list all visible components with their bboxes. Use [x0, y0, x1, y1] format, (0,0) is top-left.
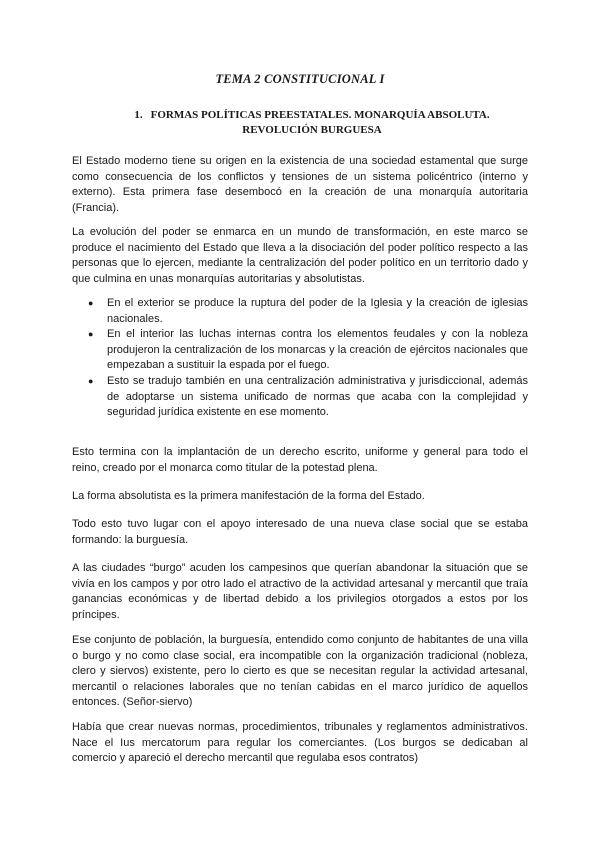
document-title: TEMA 2 CONSTITUCIONAL I — [215, 72, 385, 86]
paragraph-estado-moderno: El Estado moderno tiene su origen en la existencia de una sociedad estamental que surge como consecuencia de los conflictos y tensiones de un sistema policéntrico (interno y externo). Esta primera fase desembocó en la creación de una monarquía autoritaria (Francia). — [72, 155, 528, 214]
section-number: 1. — [134, 109, 143, 121]
list-item — [72, 296, 528, 327]
paragraph-burguesia: Todo esto tuvo lugar con el apoyo interesado de una nueva clase social que se estaba formando: la burguesía. — [72, 518, 528, 546]
bullet-icon: ● — [88, 329, 94, 340]
list-item-text: Esto se tradujo también en una centralización administrativa y jurisdiccional, además de adoptarse un sistema unificado de normas que acaba con la complejidad y seguridad jurídica existente en ese momento. — [107, 374, 528, 419]
section-heading-text: FORMAS POLÍTICAS PREESTATALES. MONARQUÍA ABSOLUTA. REVOLUCIÓN BURGUESA — [150, 109, 490, 136]
bullet-list — [72, 296, 528, 421]
paragraph-derecho-escrito: Esto termina con la implantación de un derecho escrito, uniforme y general para todo el reino, creado por el monarca como titular de la potestad plena. — [72, 446, 528, 474]
list-item — [72, 327, 528, 374]
section-heading — [96, 108, 528, 138]
paragraph-forma-absolutista: La forma absolutista es la primera manifestación de la forma del Estado. — [72, 490, 425, 502]
paragraph-ciudades-burgo: A las ciudades “burgo” acuden los campesinos que querían abandonar la situación que se vivía en los campos y por otro lado el atractivo de la actividad artesanal y mercantil que traía ganancias económicas y de libertad debido a los privilegios otorgados a estos por los príncipes. — [72, 562, 528, 621]
paragraph-nuevas-normas: Había que crear nuevas normas, procedimientos, tribunales y reglamentos administrativos. Nace el Ius mercatorum para regular los comerciantes. (Los burgos se dedicaban al comercio y apareció el derecho mercantil que regulaba esos contratos) — [72, 721, 528, 765]
list-item-text: En el exterior se produce la ruptura del poder de la Iglesia y la creación de iglesias nacionales. — [107, 297, 528, 325]
list-item-text: En el interior las luchas internas contra los elementos feudales y con la nobleza produjeron la centralización de los monarcas y la creación de ejércitos nacionales que empezaban a sustituir la espada por el fuego. — [107, 328, 528, 372]
paragraph-conjunto-poblacion: Ese conjunto de población, la burguesía, entendido como conjunto de habitantes de una villa o burgo y no como clase social, era incompatible con la organización tradicional (nobleza, clero y siervos) existente, pero lo cierto es que se necesitan regular la actividad artesanal, mercantil o relaciones laborales que no tenían cabidas en el marco jurídico de aquellos entonces. (Señor-siervo) — [72, 634, 528, 709]
bullet-icon: ● — [88, 375, 94, 386]
list-item — [72, 374, 528, 421]
bullet-icon: ● — [88, 298, 94, 308]
paragraph-evolucion-poder: La evolución del poder se enmarca en un mundo de transformación, en este marco se produce el nacimiento del Estado que lleva a la disociación del poder político respecto a las personas que lo ejercen, mediante la centralización del poder político en un territorio dado y que culmina en unas monarquías autoritarias y absolutistas. — [72, 226, 528, 285]
